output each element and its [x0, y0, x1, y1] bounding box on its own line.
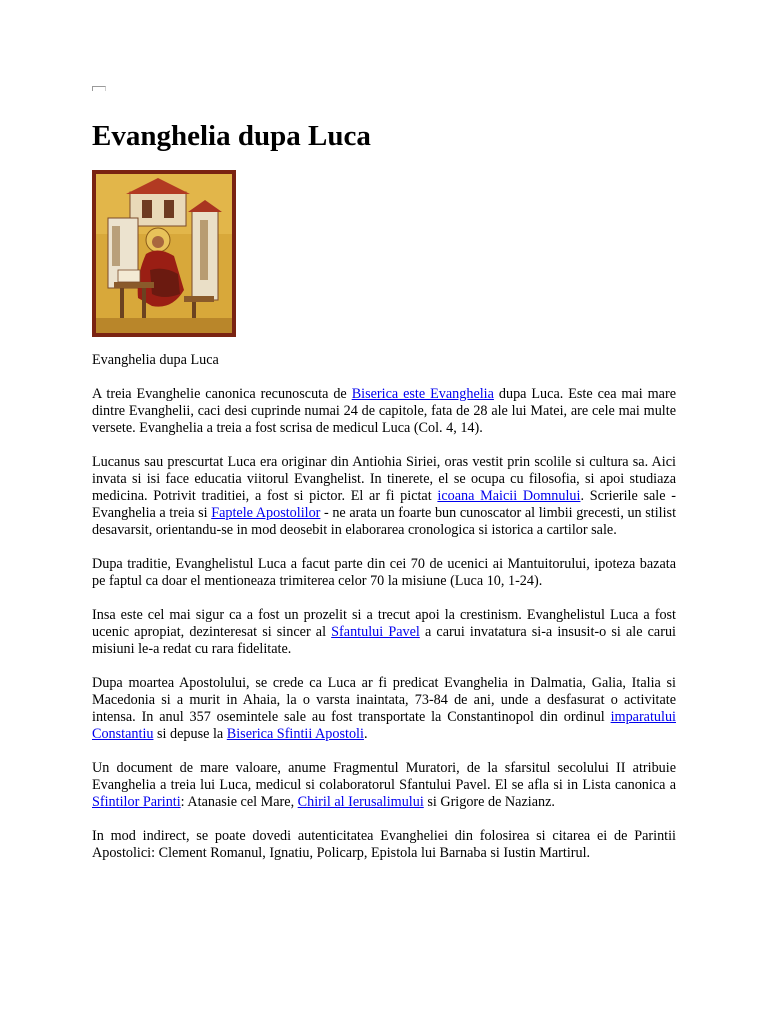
paragraph — [92, 454, 676, 539]
paragraph-text: : Atanasie cel Mare, — [180, 794, 298, 810]
paragraph-text: si depuse la — [153, 726, 227, 742]
paragraph-text: - ne arata un foarte bun cunoscator al limbii grecesti, un stilist desavarsit, orientandu-se in mod deosebit in elaborarea cronologica si istorica a cartilor sale. — [92, 505, 677, 538]
paragraph — [92, 675, 676, 743]
paragraph-text: Insa este cel mai sigur ca a fost un prozelit si a trecut apoi la crestinism. Evanghelistul Luca a fost ucenic apropiat, dezinteresat si sincer al — [92, 607, 676, 640]
article-body — [92, 386, 676, 879]
paragraph — [92, 556, 676, 590]
page-title: Evanghelia dupa Luca — [92, 120, 371, 152]
paragraph-text: Dupa traditie, Evanghelistul Luca a facut parte din cei 70 de ucenici ai Mantuitorului, ipoteza bazata pe faptul ca doar el mentioneaza trimiterea celor 70 la misiune (Luca 10, 1-24). — [92, 556, 676, 589]
link-biserica-sfintii-apostoli[interactable]: Biserica Sfintii Apostoli — [226, 726, 364, 742]
paragraph — [92, 607, 676, 658]
paragraph-text: Lucanus sau prescurtat Luca era originar din Antiohia Siriei, oras vestit prin scolile si cultura sa. Aici invata si isi face educatia viitorul Evanghelist. In tinerete, el se ocupa cu filosofia, si apoi studiaza medicina. Potrivit traditiei, a fost si pictor. El ar fi pictat — [92, 454, 676, 504]
paragraph-text: si Grigore de Nazianz. — [423, 794, 555, 810]
paragraph-text: dupa Luca. Este cea mai mare dintre Evanghelii, caci desi cuprinde numai 24 de capitole, fata de 28 ale lui Matei, are cele mai multe versete. Evanghelia a treia a fost scrisa de medicul Luca (Col. 4, 14). — [92, 386, 677, 436]
paragraph-text: Un document de mare valoare, anume Fragmentul Muratori, de la sfarsitul secolului II atribuie Evanghelia a treia lui Luca, medicul si colaboratorul Sfantului Pavel. El se afla si in Lista canonica a — [92, 760, 676, 793]
link-biserica-este-evanghelia[interactable]: Biserica este Evanghelia — [351, 386, 494, 402]
paragraph-text: a carui invatatura si-a insusit-o si ale carui misiuni le-a redat cu rara fidelitate. — [92, 624, 676, 657]
link-sfintilor-parinti[interactable]: Sfintilor Parinti — [92, 794, 181, 810]
paragraph — [92, 386, 676, 437]
paragraph-text: In mod indirect, se poate dovedi autenticitatea Evangheliei din folosirea si citarea ei de Parintii Apostolici: Clement Romanul, Ignatiu, Policarp, Epistola lui Barnaba si Iustin Martirul. — [92, 828, 676, 861]
paragraph — [92, 760, 676, 811]
link-chiril-al-ierusalimului[interactable]: Chiril al Ierusalimului — [297, 794, 424, 810]
saint-luke-icon-image — [92, 170, 236, 337]
paragraph-text: Dupa moartea Apostolului, se crede ca Luca ar fi predicat Evanghelia in Dalmatia, Galia, Italia si Macedonia si a murit in Ahaia, la o varsta inaintata, 73-84 de ani, unde a desfasurat o activitate intensa. In anul 357 osemintele sale au fost transportate la Constantinopol din ordinul — [92, 675, 676, 725]
link-sfantului-pavel[interactable]: Sfantului Pavel — [331, 624, 420, 640]
link-imparatului-constantiu[interactable]: imparatului Constantiu — [92, 709, 676, 742]
paragraph-text: . — [363, 726, 368, 742]
link-faptele-apostolilor[interactable]: Faptele Apostolilor — [211, 505, 321, 521]
paragraph-text: . Scrierile sale - Evanghelia a treia si — [92, 488, 676, 521]
image-caption: Evanghelia dupa Luca — [92, 352, 219, 368]
link-icoana-maicii-domnului[interactable]: icoana Maicii Domnului — [437, 488, 581, 504]
paragraph-text: A treia Evanghelie canonica recunoscuta de — [92, 386, 352, 402]
paragraph — [92, 828, 676, 862]
broken-image-icon — [92, 86, 106, 91]
